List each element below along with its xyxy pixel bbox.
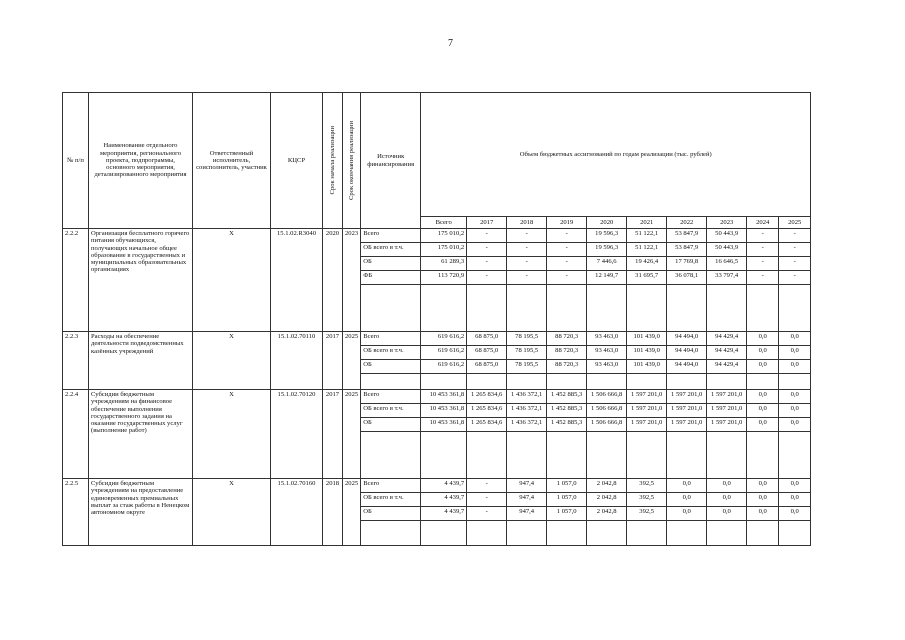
table-row xyxy=(63,332,811,346)
filler-cell xyxy=(421,374,467,390)
table-row xyxy=(63,390,811,404)
row-source: ОБ xyxy=(361,418,421,432)
filler-cell xyxy=(747,285,779,332)
row-value: 1 506 666,8 xyxy=(587,404,627,418)
filler-cell xyxy=(779,432,811,479)
row-value: 53 847,9 xyxy=(667,229,707,243)
row-value: 10 453 361,8 xyxy=(421,390,467,404)
row-value: 101 439,0 xyxy=(627,360,667,374)
row-value: 53 847,9 xyxy=(667,243,707,257)
row-value: 619 616,2 xyxy=(421,360,467,374)
filler-cell xyxy=(507,521,547,546)
row-value: - xyxy=(467,229,507,243)
table-row xyxy=(63,229,811,243)
filler-cell xyxy=(547,374,587,390)
row-value: 392,5 xyxy=(627,479,667,493)
row-value: 1 597 201,0 xyxy=(707,418,747,432)
row-value: 7 446,6 xyxy=(587,257,627,271)
row-value: 1 265 834,6 xyxy=(467,418,507,432)
header-year: 2025 xyxy=(779,217,811,229)
header-year: 2018 xyxy=(507,217,547,229)
filler-source xyxy=(361,432,421,479)
row-value: 101 439,0 xyxy=(627,332,667,346)
row-value: 51 122,1 xyxy=(627,243,667,257)
row-value: - xyxy=(467,257,507,271)
row-value: 1 597 201,0 xyxy=(627,418,667,432)
row-value: 947,4 xyxy=(507,479,547,493)
row-end: 2025 xyxy=(343,390,361,479)
row-value: 2 042,8 xyxy=(587,493,627,507)
filler-cell xyxy=(627,521,667,546)
row-value: - xyxy=(507,257,547,271)
filler-cell xyxy=(507,374,547,390)
row-value: 94 494,0 xyxy=(667,346,707,360)
row-value: 4 439,7 xyxy=(421,479,467,493)
header-name: Наименование отдельного мероприятия, регионального проекта, подпрограммы, основного мероприятия, детализированного мероприятия xyxy=(89,93,193,229)
row-source: Всего xyxy=(361,229,421,243)
row-value: 0,0 xyxy=(747,479,779,493)
row-value: 88 720,3 xyxy=(547,346,587,360)
row-name: Субсидии бюджетным учреждениям на финансовое обеспечение выполнения государственного задания на оказание государственных услуг (выполнение работ) xyxy=(89,390,193,479)
row-kcsr: 15.1.02.70120 xyxy=(271,390,323,479)
row-value: 88 720,3 xyxy=(547,360,587,374)
row-value: 0,0 xyxy=(779,418,811,432)
row-value: 0,0 xyxy=(667,479,707,493)
header-total: Всего xyxy=(421,217,467,229)
filler-cell xyxy=(667,285,707,332)
header-source: Источник финансирования xyxy=(361,93,421,229)
filler-source xyxy=(361,521,421,546)
filler-cell xyxy=(547,521,587,546)
filler-cell xyxy=(627,374,667,390)
row-num: 2.2.3 xyxy=(63,332,89,390)
row-value: 0,0 xyxy=(747,404,779,418)
row-responsible: Х xyxy=(193,479,271,546)
row-kcsr: 15.1.02.70160 xyxy=(271,479,323,546)
row-value: 1 597 201,0 xyxy=(667,390,707,404)
filler-cell xyxy=(667,521,707,546)
filler-cell xyxy=(627,432,667,479)
filler-cell xyxy=(547,285,587,332)
row-responsible: Х xyxy=(193,332,271,390)
row-value: 1 597 201,0 xyxy=(627,404,667,418)
row-value: 0,0 xyxy=(747,360,779,374)
row-value: 0,0 xyxy=(779,332,811,346)
row-source: ФБ xyxy=(361,271,421,285)
row-value: - xyxy=(507,271,547,285)
header-num: № п/п xyxy=(63,93,89,229)
row-source: ОБ xyxy=(361,507,421,521)
header-year: 2019 xyxy=(547,217,587,229)
row-value: 93 463,0 xyxy=(587,332,627,346)
row-source: ОБ xyxy=(361,257,421,271)
filler-cell xyxy=(421,432,467,479)
row-num: 2.2.4 xyxy=(63,390,89,479)
row-value: 175 010,2 xyxy=(421,229,467,243)
filler-cell xyxy=(747,374,779,390)
row-value: - xyxy=(547,271,587,285)
filler-cell xyxy=(467,521,507,546)
row-value: - xyxy=(467,271,507,285)
row-end: 2023 xyxy=(343,229,361,332)
row-value: 947,4 xyxy=(507,493,547,507)
row-value: - xyxy=(747,271,779,285)
row-value: 68 875,0 xyxy=(467,332,507,346)
row-value: 88 720,3 xyxy=(547,332,587,346)
row-value: 1 506 666,8 xyxy=(587,418,627,432)
row-responsible: Х xyxy=(193,390,271,479)
row-value: 1 452 885,3 xyxy=(547,404,587,418)
row-value: - xyxy=(547,229,587,243)
table-row xyxy=(63,479,811,493)
header-year: 2022 xyxy=(667,217,707,229)
row-value: 94 429,4 xyxy=(707,332,747,346)
row-value: - xyxy=(467,507,507,521)
row-start: 2018 xyxy=(323,479,343,546)
header-year: 2024 xyxy=(747,217,779,229)
row-num: 2.2.2 xyxy=(63,229,89,332)
filler-cell xyxy=(587,432,627,479)
filler-cell xyxy=(707,432,747,479)
row-value: 12 149,7 xyxy=(587,271,627,285)
row-value: 0,0 xyxy=(779,493,811,507)
row-source: ОБ всего в т.ч. xyxy=(361,346,421,360)
row-value: 2 042,8 xyxy=(587,479,627,493)
row-value: 0,0 xyxy=(779,507,811,521)
row-value: 0,0 xyxy=(779,360,811,374)
filler-cell xyxy=(747,521,779,546)
row-value: 10 453 361,8 xyxy=(421,418,467,432)
filler-cell xyxy=(507,285,547,332)
budget-table xyxy=(62,92,811,546)
row-source: Всего xyxy=(361,390,421,404)
filler-cell xyxy=(667,432,707,479)
row-value: 1 057,0 xyxy=(547,479,587,493)
row-value: 0,0 xyxy=(747,390,779,404)
header-year: 2017 xyxy=(467,217,507,229)
filler-cell xyxy=(547,432,587,479)
row-value: 94 429,4 xyxy=(707,360,747,374)
row-value: 78 195,5 xyxy=(507,332,547,346)
row-value: 16 646,5 xyxy=(707,257,747,271)
row-start: 2017 xyxy=(323,390,343,479)
row-value: 0,0 xyxy=(707,493,747,507)
header-year: 2021 xyxy=(627,217,667,229)
header-responsible: Ответственный исполнитель, соисполнитель, участник xyxy=(193,93,271,229)
row-value: 1 597 201,0 xyxy=(707,404,747,418)
row-value: 392,5 xyxy=(627,493,667,507)
row-source: ОБ всего в т.ч. xyxy=(361,243,421,257)
row-value: 19 426,4 xyxy=(627,257,667,271)
row-value: 1 452 885,3 xyxy=(547,390,587,404)
row-source: ОБ xyxy=(361,360,421,374)
row-num: 2.2.5 xyxy=(63,479,89,546)
filler-cell xyxy=(587,374,627,390)
row-value: 2 042,8 xyxy=(587,507,627,521)
row-value: - xyxy=(467,479,507,493)
row-value: 1 436 372,1 xyxy=(507,404,547,418)
row-responsible: Х xyxy=(193,229,271,332)
row-value: 0,0 xyxy=(707,479,747,493)
row-name: Субсидии бюджетным учреждениям на предоставление единовременных премиальных выплат за стаж работы в Ненецком автономном округе xyxy=(89,479,193,546)
page-number: 7 xyxy=(448,38,453,49)
row-value: 68 875,0 xyxy=(467,346,507,360)
row-value: 0,0 xyxy=(747,507,779,521)
filler-cell xyxy=(667,374,707,390)
filler-cell xyxy=(747,432,779,479)
row-kcsr: 15.1.02.70110 xyxy=(271,332,323,390)
filler-source xyxy=(361,285,421,332)
row-value: 93 463,0 xyxy=(587,360,627,374)
row-value: - xyxy=(467,243,507,257)
filler-cell xyxy=(507,432,547,479)
row-end: 2025 xyxy=(343,332,361,390)
row-value: 51 122,1 xyxy=(627,229,667,243)
row-value: - xyxy=(747,257,779,271)
row-value: 78 195,5 xyxy=(507,346,547,360)
filler-cell xyxy=(627,285,667,332)
row-value: - xyxy=(547,243,587,257)
row-value: - xyxy=(779,257,811,271)
header-kcsr: КЦСР xyxy=(271,93,323,229)
filler-cell xyxy=(707,285,747,332)
row-value: 68 875,0 xyxy=(467,360,507,374)
row-value: 94 494,0 xyxy=(667,360,707,374)
row-value: - xyxy=(467,493,507,507)
filler-cell xyxy=(467,285,507,332)
row-value: - xyxy=(779,229,811,243)
row-value: - xyxy=(547,257,587,271)
row-name: Расходы на обеспечение деятельности подведомственных казённых учреждений xyxy=(89,332,193,390)
row-value: 31 695,7 xyxy=(627,271,667,285)
row-value: 113 720,9 xyxy=(421,271,467,285)
row-value: 619 616,2 xyxy=(421,346,467,360)
row-source: ОБ всего в т.ч. xyxy=(361,493,421,507)
row-value: 0,0 xyxy=(707,507,747,521)
row-value: 1 265 834,6 xyxy=(467,390,507,404)
row-value: - xyxy=(507,243,547,257)
filler-cell xyxy=(779,521,811,546)
row-source: Всего xyxy=(361,332,421,346)
row-value: 17 769,8 xyxy=(667,257,707,271)
filler-cell xyxy=(421,285,467,332)
row-value: 0,0 xyxy=(667,507,707,521)
filler-cell xyxy=(707,521,747,546)
filler-cell xyxy=(779,374,811,390)
filler-cell xyxy=(779,285,811,332)
row-value: - xyxy=(779,243,811,257)
filler-cell xyxy=(587,285,627,332)
row-name: Организация бесплатного горячего питания обучающихся, получающих начальное общее образование в государственных и муниципальных образовательных организациях xyxy=(89,229,193,332)
row-value: 1 436 372,1 xyxy=(507,418,547,432)
row-value: 36 078,1 xyxy=(667,271,707,285)
row-value: 947,4 xyxy=(507,507,547,521)
filler-cell xyxy=(587,521,627,546)
row-value: 392,5 xyxy=(627,507,667,521)
row-value: 50 443,9 xyxy=(707,229,747,243)
row-value: 33 797,4 xyxy=(707,271,747,285)
filler-cell xyxy=(467,374,507,390)
row-value: 0,0 xyxy=(747,418,779,432)
header-year: 2020 xyxy=(587,217,627,229)
row-value: 1 057,0 xyxy=(547,507,587,521)
filler-cell xyxy=(467,432,507,479)
row-value: 94 429,4 xyxy=(707,346,747,360)
row-value: 0,0 xyxy=(747,346,779,360)
row-value: 0,0 xyxy=(779,390,811,404)
row-value: - xyxy=(779,271,811,285)
row-value: - xyxy=(747,229,779,243)
row-source: Всего xyxy=(361,479,421,493)
row-start: 2020 xyxy=(323,229,343,332)
row-value: 50 443,9 xyxy=(707,243,747,257)
row-value: 19 596,3 xyxy=(587,229,627,243)
row-value: 0,0 xyxy=(779,346,811,360)
row-value: 1 506 666,8 xyxy=(587,390,627,404)
filler-cell xyxy=(421,521,467,546)
row-value: 0,0 xyxy=(747,493,779,507)
row-value: 1 452 885,3 xyxy=(547,418,587,432)
row-value: 94 494,0 xyxy=(667,332,707,346)
row-value: 1 265 834,6 xyxy=(467,404,507,418)
row-value: 101 439,0 xyxy=(627,346,667,360)
filler-source xyxy=(361,374,421,390)
row-value: 4 439,7 xyxy=(421,507,467,521)
row-value: 1 597 201,0 xyxy=(627,390,667,404)
row-value: 0,0 xyxy=(667,493,707,507)
row-source: ОБ всего в т.ч. xyxy=(361,404,421,418)
row-value: 0,0 xyxy=(779,479,811,493)
row-value: 175 010,2 xyxy=(421,243,467,257)
header-year: 2023 xyxy=(707,217,747,229)
header-start: Срок начала реализации xyxy=(328,126,336,195)
row-value: 10 453 361,8 xyxy=(421,404,467,418)
row-end: 2025 xyxy=(343,479,361,546)
row-value: 1 436 372,1 xyxy=(507,390,547,404)
filler-cell xyxy=(707,374,747,390)
row-value: 1 597 201,0 xyxy=(667,404,707,418)
row-value: 93 463,0 xyxy=(587,346,627,360)
row-start: 2017 xyxy=(323,332,343,390)
header-end: Срок окончания реализации xyxy=(347,120,355,201)
row-value: 1 597 201,0 xyxy=(667,418,707,432)
row-value: 0,0 xyxy=(779,404,811,418)
row-value: 619 616,2 xyxy=(421,332,467,346)
row-value: 61 289,3 xyxy=(421,257,467,271)
row-value: 1 057,0 xyxy=(547,493,587,507)
row-kcsr: 15.1.02.R3040 xyxy=(271,229,323,332)
row-value: 19 596,3 xyxy=(587,243,627,257)
header-volume: Объем бюджетных ассигнований по годам реализации (тыс. рублей) xyxy=(421,93,811,217)
row-value: 78 195,5 xyxy=(507,360,547,374)
row-value: - xyxy=(747,243,779,257)
row-value: 4 439,7 xyxy=(421,493,467,507)
row-value: 0,0 xyxy=(747,332,779,346)
row-value: 1 597 201,0 xyxy=(707,390,747,404)
row-value: - xyxy=(507,229,547,243)
